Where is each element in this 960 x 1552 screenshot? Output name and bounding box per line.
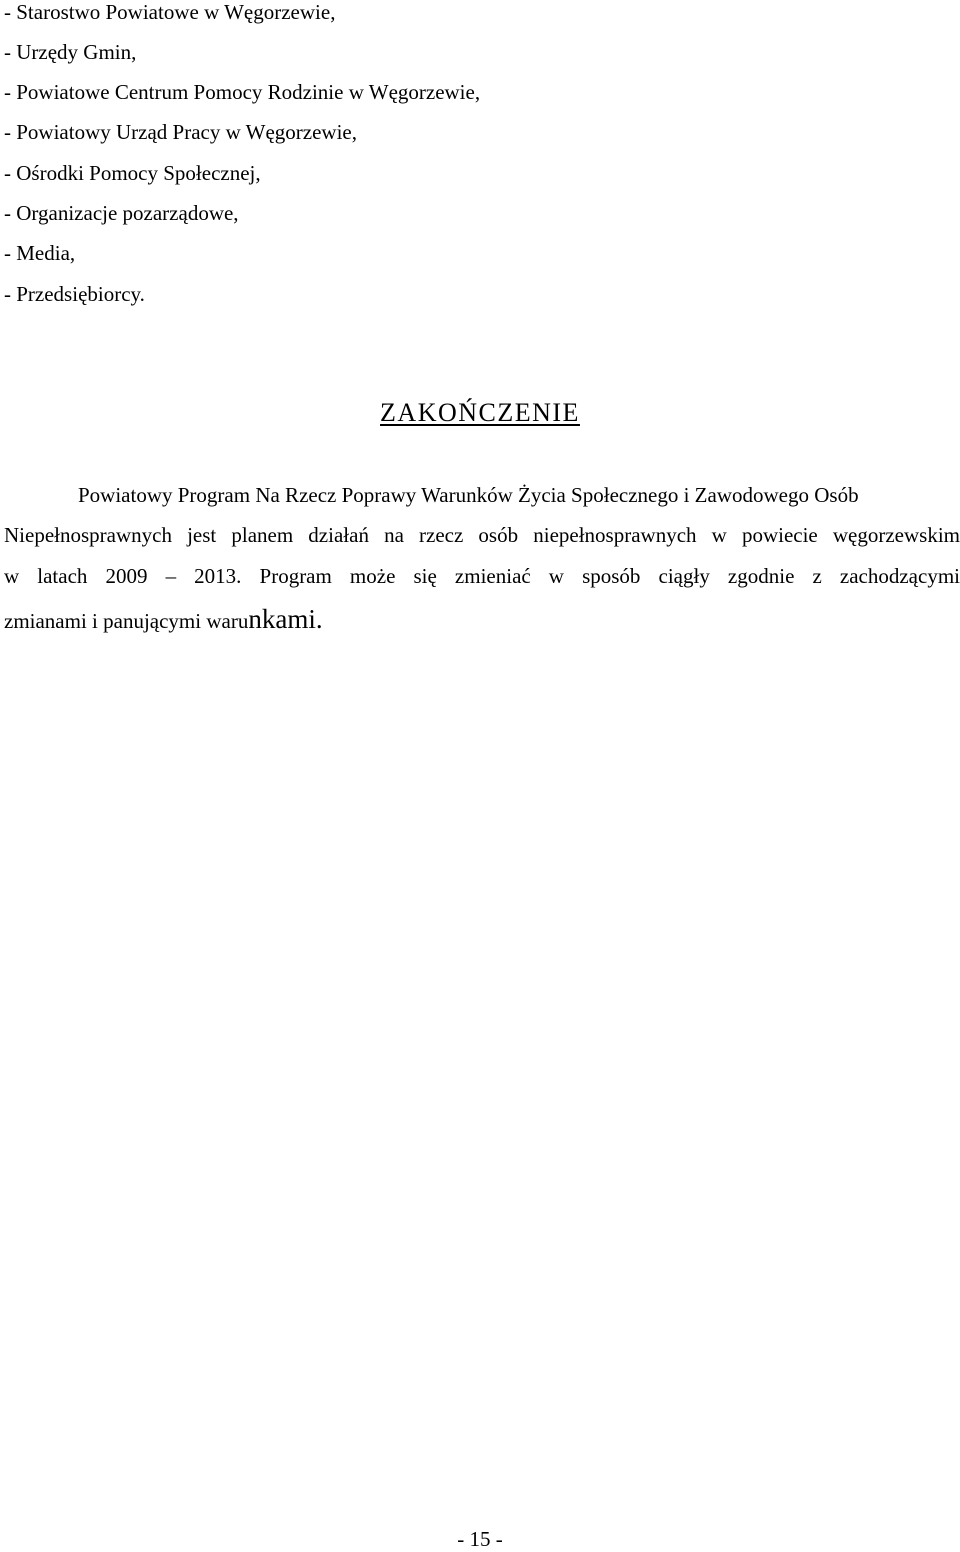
paragraph-line-4-text: zmianami i panującymi waru xyxy=(4,609,249,633)
list-item: - Media, xyxy=(4,241,76,265)
paragraph-line-3: w latach 2009 – 2013. Program może się zmieniać w sposób ciągły zgodnie z zachodzącymi xyxy=(4,564,960,588)
page-number: - 15 - xyxy=(457,1527,503,1551)
list-item: - Urzędy Gmin, xyxy=(4,40,137,64)
paragraph-line-4 xyxy=(4,606,323,634)
paragraph-line-2: Niepełnosprawnych jest planem działań na rzecz osób niepełnosprawnych w powiecie węgorzewskim xyxy=(4,523,960,547)
list-item: - Ośrodki Pomocy Społecznej, xyxy=(4,161,261,185)
section-heading: ZAKOŃCZENIE xyxy=(380,398,580,427)
paragraph-line-1: Powiatowy Program Na Rzecz Poprawy Warunków Życia Społecznego i Zawodowego Osób xyxy=(78,483,859,507)
list-item: - Powiatowe Centrum Pomocy Rodzinie w Węgorzewie, xyxy=(4,80,481,104)
paragraph-line-4-large-text: nkami. xyxy=(248,604,323,634)
list-item: - Powiatowy Urząd Pracy w Węgorzewie, xyxy=(4,120,357,144)
list-item: - Starostwo Powiatowe w Węgorzewie, xyxy=(4,0,336,24)
list-item: - Organizacje pozarządowe, xyxy=(4,201,239,225)
list-item: - Przedsiębiorcy. xyxy=(4,282,145,306)
